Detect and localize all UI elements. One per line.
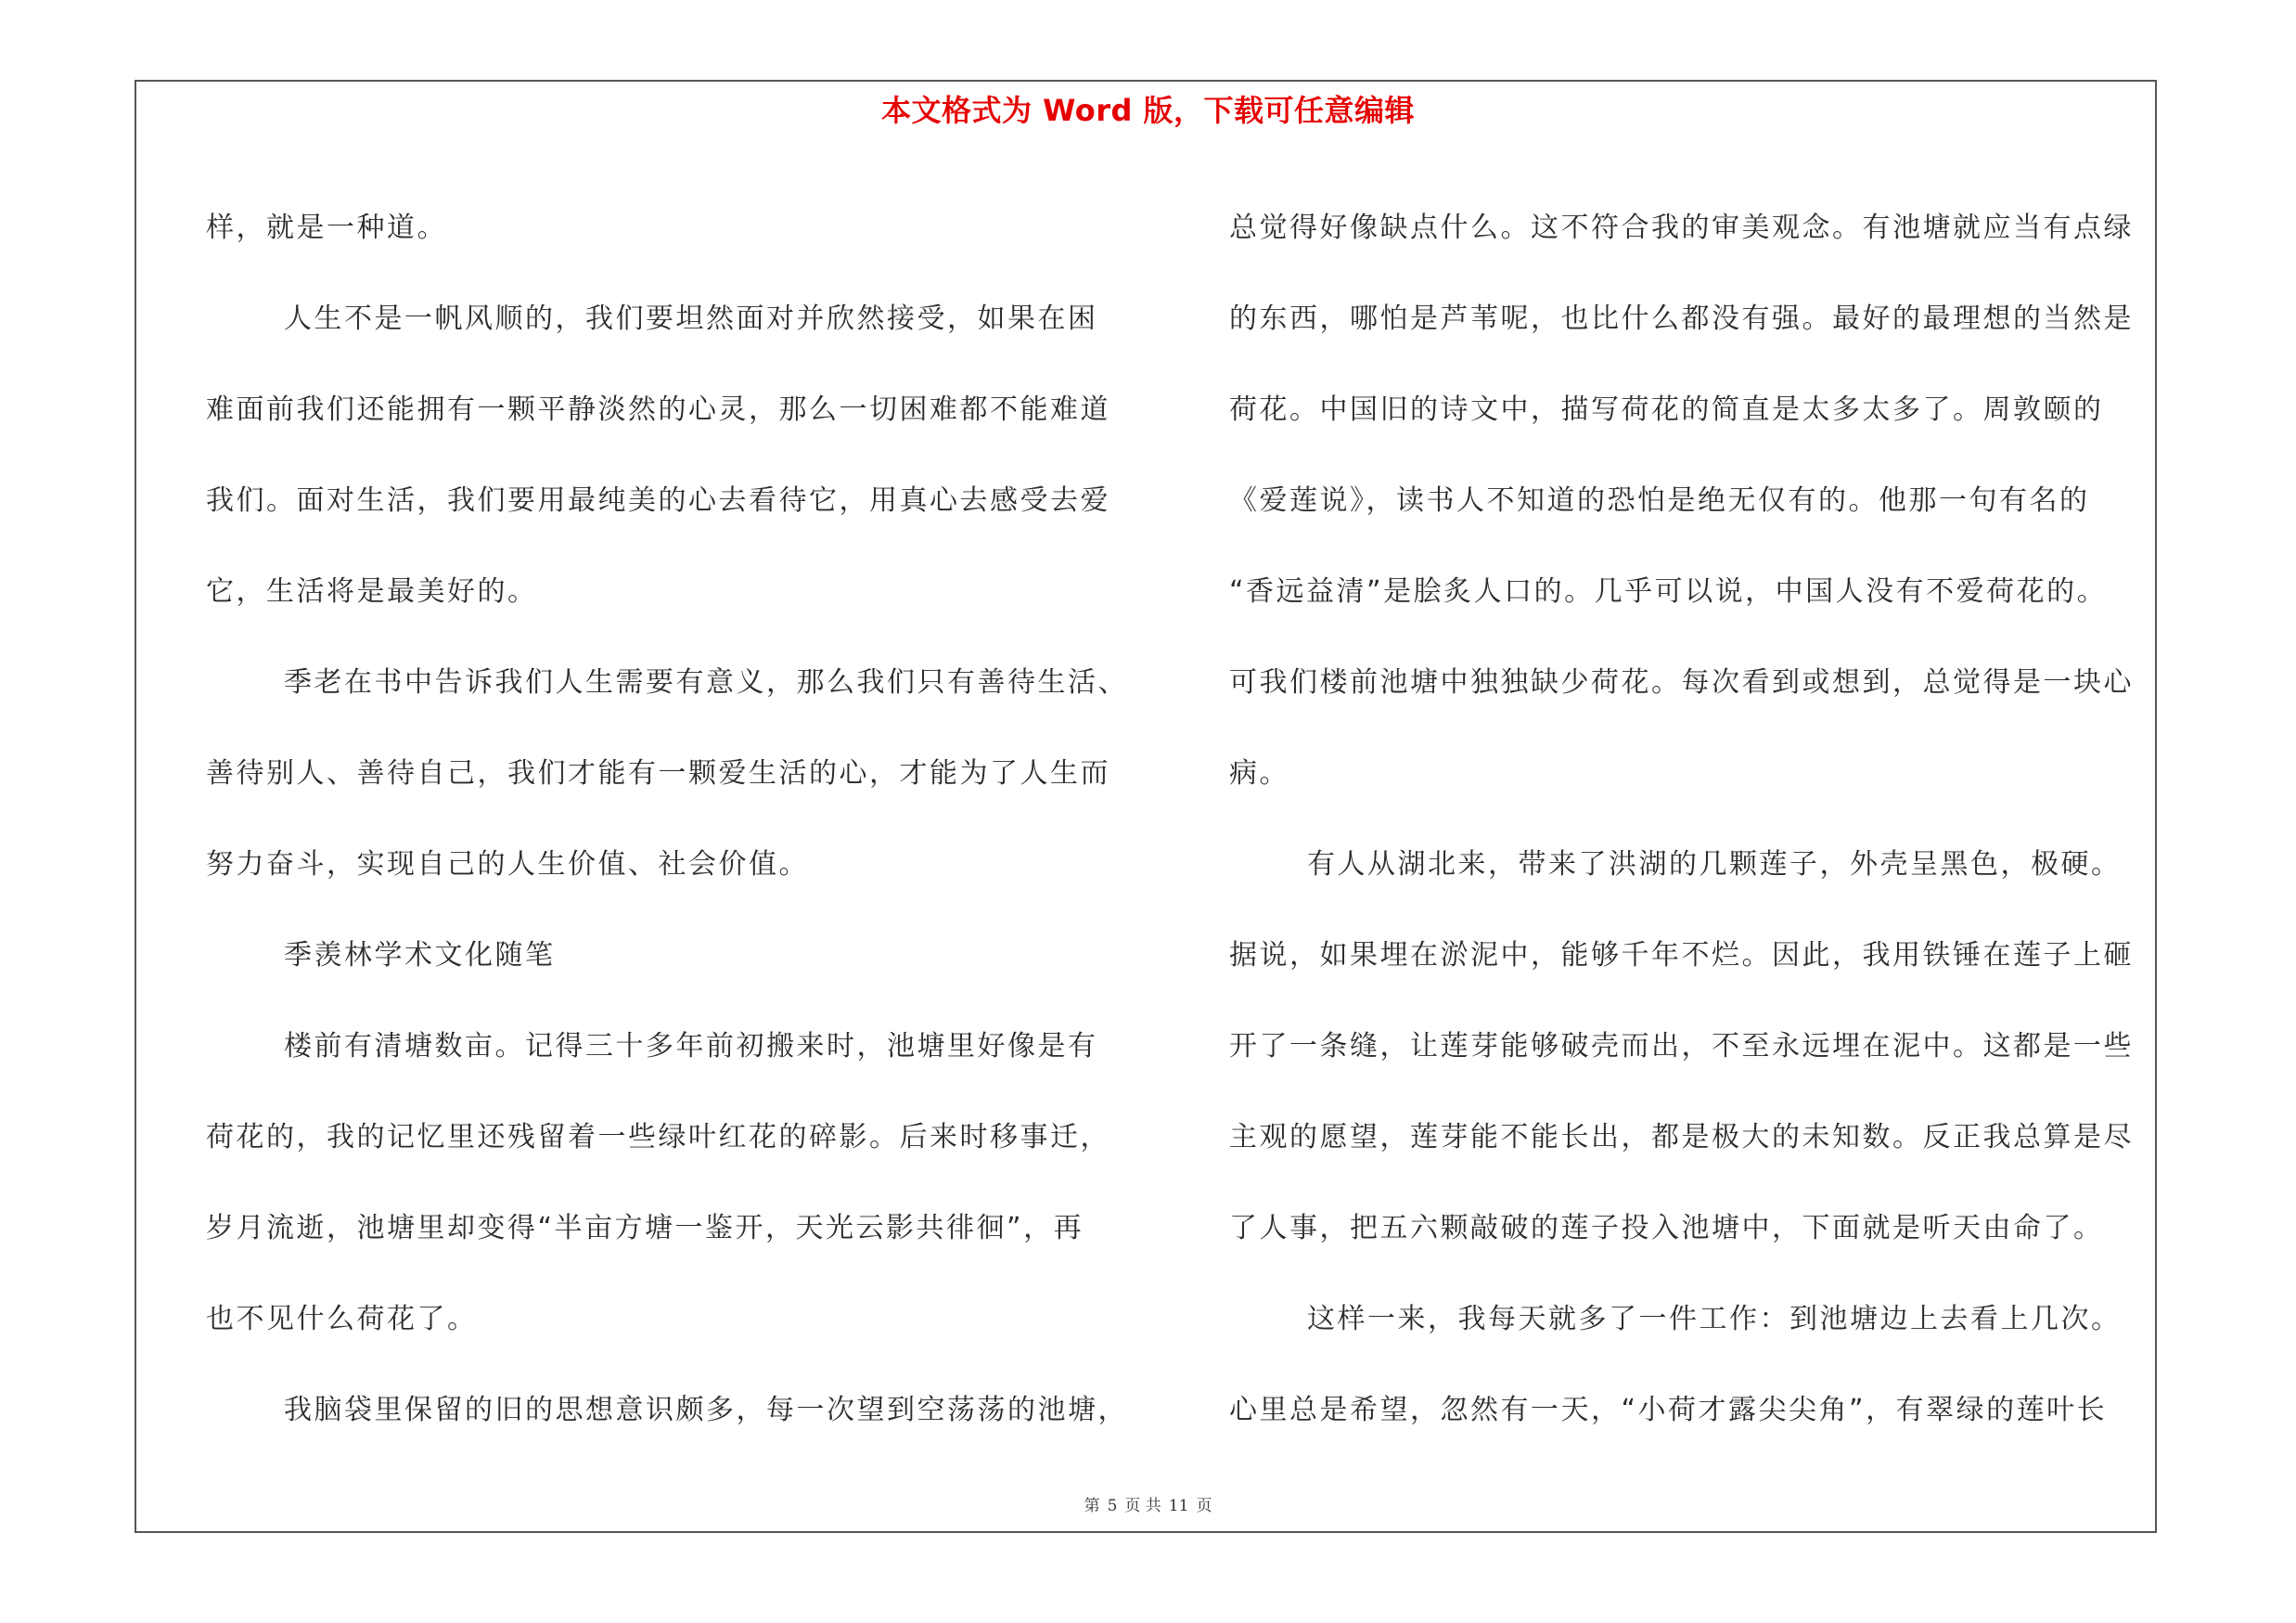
text-line: 这样一来，我每天就多了一件工作：到池塘边上去看上几次。 [1307, 1303, 2122, 1335]
text-line: 据说，如果埋在淤泥中，能够千年不烂。因此，我用铁锤在莲子上砸 [1229, 939, 2134, 972]
footer-prefix: 第 [1084, 1497, 1100, 1515]
left-text-column [206, 183, 1171, 1456]
text-line: 了人事，把五六颗敲破的莲子投入池塘中，下面就是听天由命了。 [1229, 1212, 2104, 1244]
text-line: 季老在书中告诉我们人生需要有意义，那么我们只有善待生活、 [284, 666, 1128, 699]
text-line: 总觉得好像缺点什么。这不符合我的审美观念。有池塘就应当有点绿 [1229, 212, 2134, 244]
text-line: 荷花。中国旧的诗文中，描写荷花的简直是太多太多了。周敦颐的 [1229, 393, 2104, 426]
text-line: 心里总是希望，忽然有一天，“小荷才露尖尖角”，有翠绿的莲叶长 [1229, 1394, 2108, 1426]
text-line: “香远益清”是脍炙人口的。几乎可以说，中国人没有不爱荷花的。 [1229, 575, 2108, 608]
page-footer [0, 1492, 2296, 1515]
text-line: 荷花的，我的记忆里还残留着一些绿叶红花的碎影。后来时移事迁， [206, 1121, 1110, 1153]
text-line: 人生不是一帆风顺的，我们要坦然面对并欣然接受，如果在困 [284, 303, 1098, 335]
text-line: 样，就是一种道。 [206, 212, 447, 244]
text-line: 我们。面对生活，我们要用最纯美的心去看待它，用真心去感受去爱 [206, 484, 1110, 517]
text-line: 善待别人、善待自己，我们才能有一颗爱生活的心，才能为了人生而 [206, 757, 1110, 790]
header-banner: 本文格式为 Word 版，下载可任意编辑 [880, 93, 1416, 128]
text-line: 岁月流逝，池塘里却变得“半亩方塘一鉴开，天光云影共徘徊”，再 [206, 1212, 1084, 1244]
text-line: 也不见什么荷花了。 [206, 1303, 478, 1335]
text-line: 的东西，哪怕是芦苇呢，也比什么都没有强。最好的最理想的当然是 [1229, 303, 2134, 335]
text-line: 主观的愿望，莲芽能不能长出，都是极大的未知数。反正我总算是尽 [1229, 1121, 2134, 1153]
text-line: 我脑袋里保留的旧的思想意识颇多，每一次望到空荡荡的池塘， [284, 1394, 1128, 1426]
text-line: 病。 [1229, 757, 1289, 790]
right-text-column [1229, 183, 2194, 1456]
text-line: 《爱莲说》，读书人不知道的恐怕是绝无仅有的。他那一句有名的 [1229, 484, 2090, 517]
footer-current-page: 5 [1107, 1497, 1118, 1515]
text-line: 可我们楼前池塘中独独缺少荷花。每次看到或想到，总觉得是一块心 [1229, 666, 2134, 699]
text-line: 努力奋斗，实现自己的人生价值、社会价值。 [206, 848, 809, 881]
footer-middle: 页 共 [1124, 1497, 1161, 1515]
text-line: 楼前有清塘数亩。记得三十多年前初搬来时，池塘里好像是有 [284, 1030, 1098, 1063]
text-line: 开了一条缝，让莲芽能够破壳而出，不至永远埋在泥中。这都是一些 [1229, 1030, 2134, 1063]
text-line: 难面前我们还能拥有一颗平静淡然的心灵，那么一切困难都不能难道 [206, 393, 1110, 426]
text-line: 有人从湖北来，带来了洪湖的几颗莲子，外壳呈黑色，极硬。 [1307, 848, 2122, 881]
footer-suffix: 页 [1196, 1497, 1212, 1515]
text-line: 季羡林学术文化随笔 [284, 939, 556, 972]
footer-total-pages: 11 [1168, 1497, 1189, 1515]
text-line: 它，生活将是最美好的。 [206, 575, 538, 608]
